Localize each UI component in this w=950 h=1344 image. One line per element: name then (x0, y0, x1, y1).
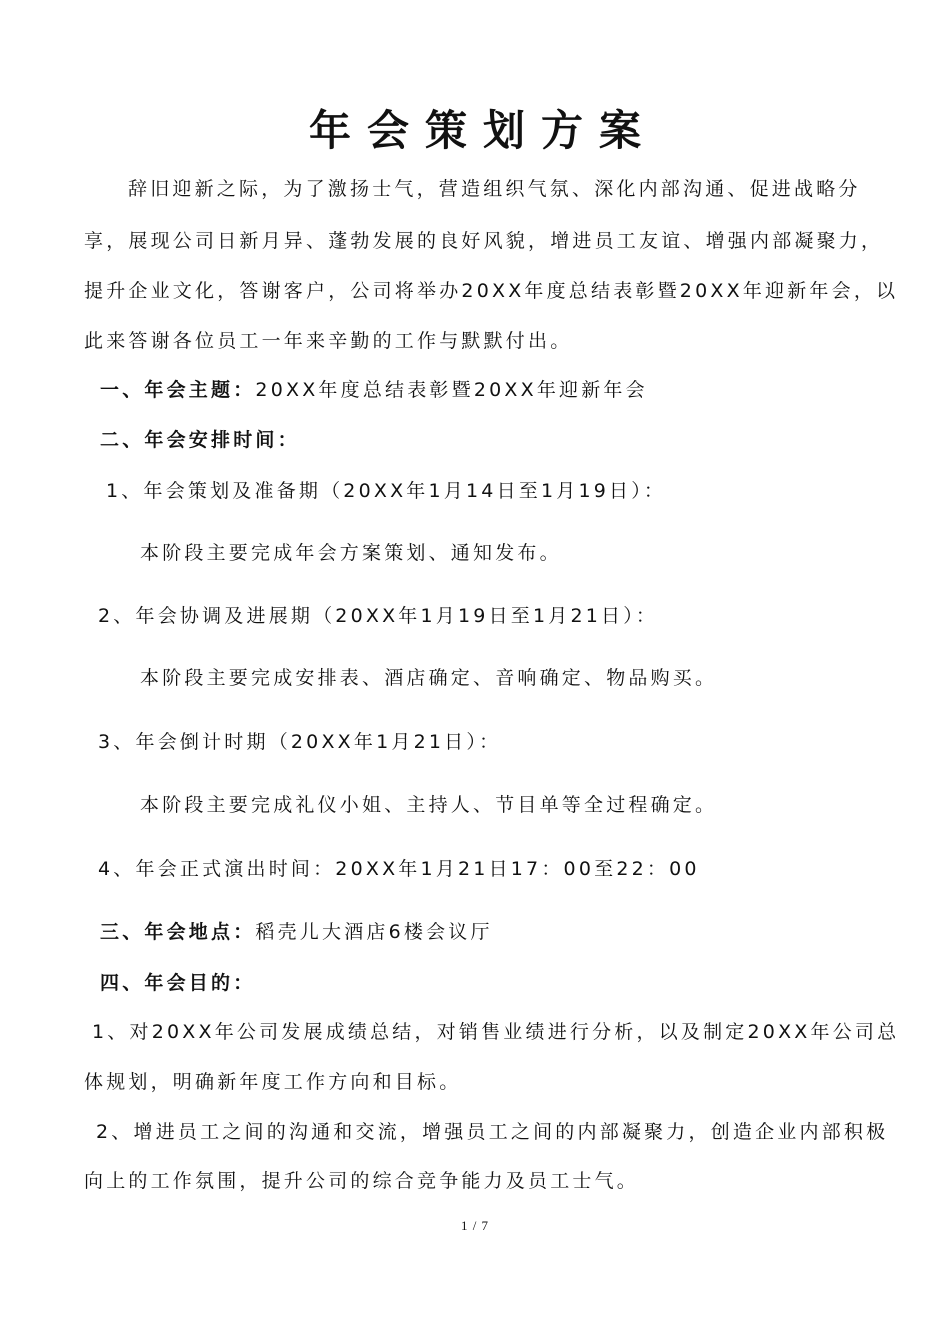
page-title: 年会策划方案 (308, 106, 657, 155)
purpose-line: 2、增进员工之间的沟通和交流，增强员工之间的内部凝聚力，创造企业内部积极 (96, 1121, 889, 1143)
intro-line: 提升企业文化，答谢客户，公司将举办20XX年度总结表彰暨20XX年迎新年会，以 (84, 280, 899, 302)
schedule-item-label: 1、年会策划及准备期（20XX年1月14日至1月19日）： (106, 480, 667, 502)
schedule-item-label: 4、年会正式演出时间：20XX年1月21日17：00至22：00 (98, 858, 700, 880)
intro-line: 辞旧迎新之际，为了激扬士气，营造组织气氛、深化内部沟通、促进战略分 (128, 178, 861, 200)
section-text: 20XX年度总结表彰暨20XX年迎新年会 (255, 379, 648, 401)
section-heading: 一、年会主题： (100, 379, 256, 401)
section-theme (100, 377, 648, 403)
section-heading: 二、年会安排时间： (100, 429, 300, 451)
purpose-line: 体规划，明确新年度工作方向和目标。 (84, 1071, 462, 1093)
schedule-item-desc: 本阶段主要完成安排表、酒店确定、音响确定、物品购买。 (140, 667, 718, 689)
section-heading: 四、年会目的： (100, 972, 256, 994)
section-venue (100, 919, 493, 945)
purpose-line: 向上的工作氛围，提升公司的综合竞争能力及员工士气。 (84, 1170, 640, 1192)
purpose-line: 1、对20XX年公司发展成绩总结，对销售业绩进行分析，以及制定20XX年公司总 (92, 1021, 900, 1043)
schedule-item-desc: 本阶段主要完成礼仪小姐、主持人、节目单等全过程确定。 (140, 794, 718, 816)
schedule-item-label: 3、年会倒计时期（20XX年1月21日）： (98, 731, 502, 753)
schedule-item-label: 2、年会协调及进展期（20XX年1月19日至1月21日）： (98, 605, 659, 627)
intro-line: 享，展现公司日新月异、蓬勃发展的良好风貌，增进员工友谊、增强内部凝聚力， (84, 230, 884, 252)
page-number: 1 / 7 (460, 1218, 490, 1233)
schedule-item-desc: 本阶段主要完成年会方案策划、通知发布。 (140, 542, 562, 564)
section-text: 稻壳儿大酒店6楼会议厅 (255, 921, 493, 943)
section-heading: 三、年会地点： (100, 921, 256, 943)
intro-line: 此来答谢各位员工一年来辛勤的工作与默默付出。 (84, 330, 573, 352)
